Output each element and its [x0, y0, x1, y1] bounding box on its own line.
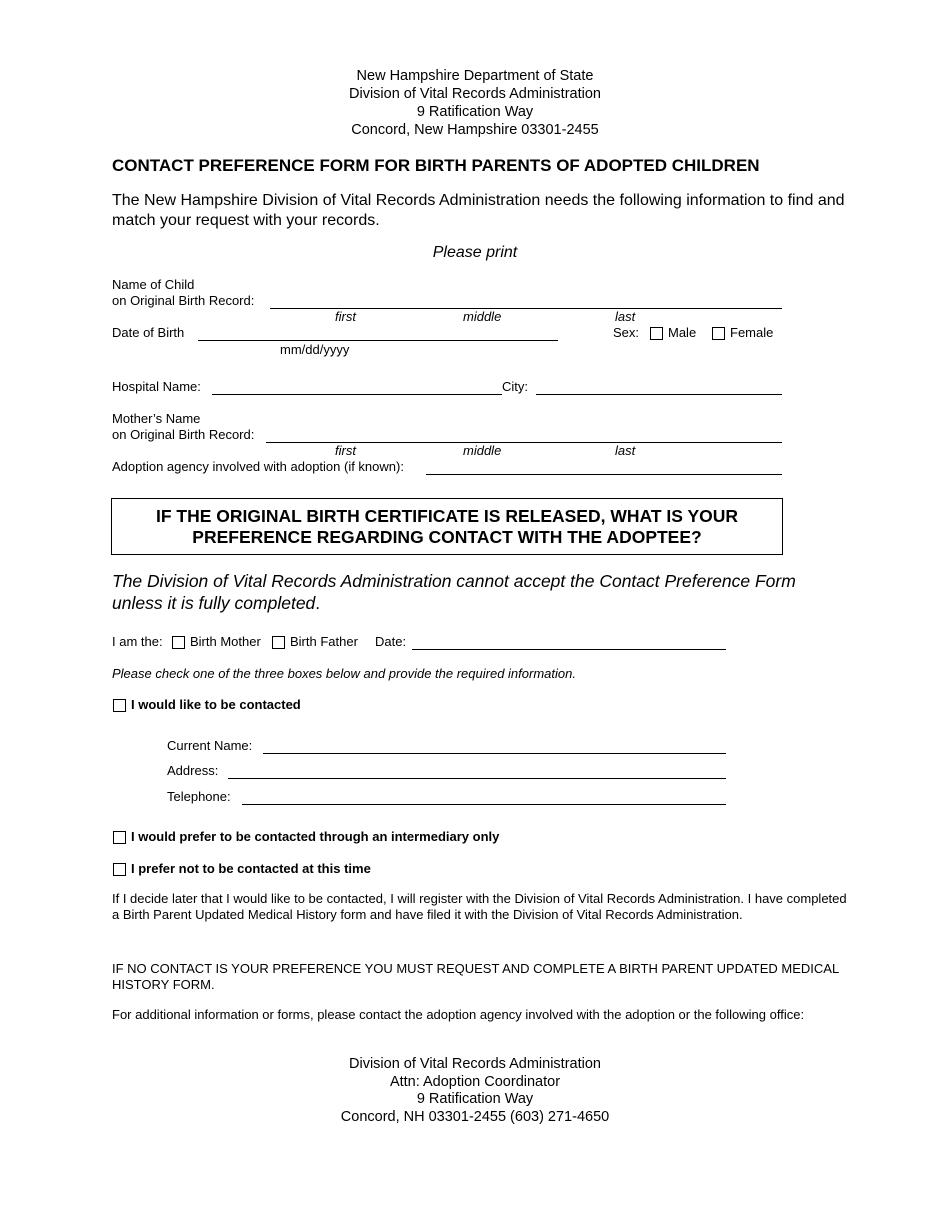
city-label: City: [502, 379, 528, 394]
contact-preference-question-box [111, 498, 783, 555]
intermediary-checkbox[interactable] [113, 831, 126, 844]
child-name-middle-caption: middle [463, 309, 502, 324]
dob-underline [198, 340, 558, 341]
date-input[interactable] [413, 633, 725, 649]
instruction-text: Please check one of the three boxes below and provide the required information. [112, 666, 576, 681]
footer-division: Division of Vital Records Administration [349, 1056, 601, 1072]
child-name-input[interactable] [271, 292, 781, 308]
address-label: Address: [167, 763, 219, 778]
city-input[interactable] [537, 378, 781, 394]
agency-label: Adoption agency involved with adoption (if known): [112, 459, 404, 474]
current-name-input[interactable] [264, 737, 725, 753]
agency-underline [426, 474, 782, 475]
question-line2: PREFERENCE REGARDING CONTACT WITH THE ADOPTEE? [192, 527, 702, 547]
completion-warning-text: The Division of Vital Records Administration cannot accept the Contact Preference Form unless it is fully completed [112, 571, 796, 613]
child-name-label-line2: on Original Birth Record: [112, 293, 255, 308]
child-name-first-caption: first [335, 309, 356, 324]
birth-father-checkbox[interactable] [272, 636, 285, 649]
date-label: Date: [375, 634, 407, 649]
mother-name-label-line2: on Original Birth Record: [112, 427, 255, 442]
hospital-underline [212, 394, 502, 395]
iam-label: I am the: [112, 634, 163, 649]
mother-name-label-line1: Mother’s Name [112, 411, 201, 426]
dob-label: Date of Birth [112, 325, 185, 340]
not-contacted-checkbox[interactable] [113, 863, 126, 876]
address-underline [228, 778, 726, 779]
header-department: New Hampshire Department of State [356, 68, 594, 84]
telephone-input[interactable] [243, 788, 725, 804]
current-name-underline [263, 753, 726, 754]
completion-warning [112, 570, 832, 614]
mother-name-last-caption: last [615, 443, 636, 458]
hospital-label: Hospital Name: [112, 379, 201, 394]
header-city: Concord, New Hampshire 03301-2455 [351, 122, 599, 138]
birth-mother-label: Birth Mother [190, 634, 261, 649]
dob-format-caption: mm/dd/yyyy [280, 342, 350, 357]
hospital-input[interactable] [213, 378, 500, 394]
birth-mother-checkbox[interactable] [172, 636, 185, 649]
contacted-option-label: I would like to be contacted [131, 697, 301, 712]
please-print-note: Please print [432, 244, 518, 261]
dob-input[interactable] [199, 324, 557, 340]
footer-attn: Attn: Adoption Coordinator [389, 1074, 561, 1090]
header-division: Division of Vital Records Administration [349, 86, 601, 102]
birth-father-label: Birth Father [290, 634, 358, 649]
address-input[interactable] [229, 762, 725, 778]
telephone-label: Telephone: [167, 789, 231, 804]
medical-history-notice: IF NO CONTACT IS YOUR PREFERENCE YOU MUST REQUEST AND COMPLETE A BIRTH PARENT UPDATED MEDICAL HISTORY FORM. [112, 961, 839, 992]
male-checkbox[interactable] [650, 327, 663, 340]
intro-text: The New Hampshire Division of Vital Records Administration needs the following information to find and match your request with your records. [112, 192, 845, 229]
mother-name-middle-caption: middle [463, 443, 502, 458]
completion-warning-period: . [315, 593, 321, 613]
footer-street: 9 Ratification Way [416, 1091, 534, 1107]
question-line1: IF THE ORIGINAL BIRTH CERTIFICATE IS RELEASED, WHAT IS YOUR [155, 506, 739, 526]
header-street: 9 Ratification Way [416, 104, 534, 120]
child-name-label-line1: Name of Child [112, 277, 195, 292]
additional-info-paragraph: For additional information or forms, please contact the adoption agency involved with the adoption or the following office: [112, 1007, 805, 1022]
female-checkbox[interactable] [712, 327, 725, 340]
sex-label: Sex: [613, 325, 640, 340]
date-underline [412, 649, 726, 650]
mother-name-input[interactable] [267, 426, 781, 442]
intermediary-option-label: I would prefer to be contacted through an intermediary only [131, 829, 500, 844]
telephone-underline [242, 804, 726, 805]
male-label: Male [668, 325, 697, 340]
female-label: Female [730, 325, 774, 340]
contacted-checkbox[interactable] [113, 699, 126, 712]
later-contact-paragraph: If I decide later that I would like to be contacted, I will register with the Division of Vital Records Administration. I have completed a Birth Parent Updated Medical History form and have filed it with the Division of Vital Records Administration. [112, 891, 847, 922]
form-title: CONTACT PREFERENCE FORM FOR BIRTH PARENTS OF ADOPTED CHILDREN [112, 156, 760, 175]
not-contacted-option-label: I prefer not to be contacted at this time [131, 861, 371, 876]
agency-input[interactable] [427, 458, 781, 474]
mother-name-first-caption: first [335, 443, 356, 458]
city-underline [536, 394, 782, 395]
footer-city-phone: Concord, NH 03301-2455 (603) 271-4650 [340, 1109, 610, 1125]
current-name-label: Current Name: [167, 738, 253, 753]
child-name-last-caption: last [615, 309, 636, 324]
